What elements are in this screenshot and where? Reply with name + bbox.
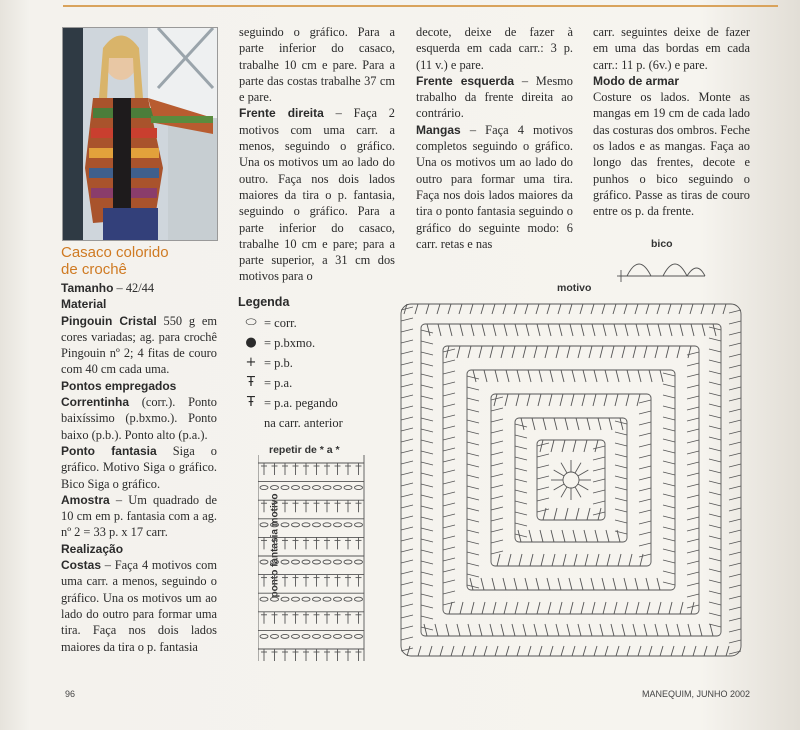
slip-stitch-symbol-icon: ●	[245, 335, 257, 350]
column-1	[61, 280, 217, 655]
fantasy-label: Ponto fantasia	[61, 443, 157, 458]
col1-para	[61, 378, 217, 394]
col4-text-1: carr. seguintes deixe de fazer em uma das bordas em cada carr.: 11 p. (6v.) e pare.	[593, 25, 750, 72]
col4-text-2: Costure os lados. Monte as mangas em 19 cm de cada lado das costuras dos ombros. Feche os lados e as mangas. Faça ao longo das frentes, decote e punhos o bico seguindo o gráfico. Passe as tiras de couro entre os p. da frente.	[593, 90, 750, 219]
double-crochet-symbol-icon: Ŧ	[247, 375, 255, 390]
legend-item-double-back	[238, 393, 343, 413]
col2-para	[239, 24, 395, 105]
col3-text-1: decote, deixe de fazer à esquerda em cada carr.: 3 p. (11 v.) e pare.	[416, 25, 573, 72]
magazine-footer: MANEQUIM, JUNHO 2002	[642, 689, 751, 699]
title-line-2: de crochê	[61, 261, 127, 278]
bico-chart	[617, 250, 707, 284]
legend-label: = p.bxmo.	[264, 336, 316, 350]
assembly-heading: Modo de armar	[593, 73, 680, 88]
back-label: Costas	[61, 558, 102, 573]
size-text: – 42/44	[113, 281, 155, 295]
col3-text-3: – Faça 4 motivos completos seguindo o gráfico. Una os motivos um ao lado do outro para formar uma tira. Faça nos dois lados maiores da tira o ponto fantasia seguindo o gráfico do seguinte modo: 6 carr. retas e nas	[416, 122, 573, 251]
col1-para	[61, 492, 217, 541]
double-crochet-back-symbol-icon: Ŧ	[247, 395, 255, 410]
motif-label: motivo	[557, 282, 592, 294]
col2-text-1: seguindo o gráfico. Para a parte inferior do casaco, trabalhe 10 cm e pare. Para a parte das costas trabalhe 37 cm e pare.	[239, 25, 395, 105]
fantasy-text: Siga o gráfico. Motivo Siga o gráfico. Bico Siga o gráfico.	[61, 443, 217, 491]
sample-text: – Um quadrado de 10 cm em p. fantasia com a ag. nº 2 = 33 p. x 17 carr.	[61, 492, 217, 540]
legend-item-slip	[238, 333, 343, 353]
col1-para	[61, 280, 217, 296]
yarn-label: Pingouin Cristal	[61, 313, 157, 328]
left-front-label: Frente esquerda	[416, 73, 515, 88]
yarn-text: 550 g em cores variadas; ag. para crochê Pingouin nº 2; 4 fitas de couro com 40 cm cada uma.	[61, 313, 217, 377]
realization-heading: Realização	[61, 541, 124, 556]
col1-para	[61, 443, 217, 492]
legend-item-double	[238, 373, 343, 393]
col1-para	[61, 394, 217, 443]
model-photo	[62, 27, 218, 241]
col2-para	[239, 105, 395, 284]
title-line-1: Casaco colorido	[61, 244, 169, 261]
legend-item-continued	[238, 413, 343, 433]
legend-item-single	[238, 353, 343, 373]
stitches-text: (corr.). Ponto baixíssimo (p.bxmo.). Ponto baixo (p.b.). Ponto alto (p.a.).	[61, 395, 217, 442]
legend	[238, 292, 343, 433]
legend-title: Legenda	[238, 295, 290, 309]
back-text: – Faça 4 motivos com uma carr. a menos, seguindo o gráfico. Una os motivos um ao lado do outro para formar uma tira. Faça nos dois lados maiores da tira o p. fantasia	[61, 558, 217, 654]
sleeves-label: Mangas	[416, 122, 461, 137]
column-3	[416, 24, 573, 252]
stitches-heading: Pontos empregados	[61, 378, 177, 393]
col1-para	[61, 313, 217, 378]
single-crochet-symbol-icon: +	[245, 355, 257, 370]
page-number: 96	[65, 689, 76, 699]
fantasy-chart-label: ponto fantasia motivo	[269, 493, 281, 598]
top-rule	[63, 5, 778, 7]
fantasy-stitch-chart	[258, 455, 368, 667]
material-heading: Material	[61, 297, 107, 312]
legend-label: = p.a.	[264, 376, 293, 390]
legend-label: = corr.	[264, 316, 297, 330]
chain-label: Correntinha	[61, 395, 130, 410]
chain-symbol-icon: ⬭	[245, 315, 257, 330]
legend-item-chain	[238, 313, 343, 333]
motif-chart	[392, 298, 750, 662]
col2-text-2: – Faça 2 motivos com uma carr. a menos, seguindo o gráfico. Una os motivos um ao lado do outro. Faça nos dois lados maiores da tira o p. fantasia, seguindo o gráfico. Para a parte inferior do casaco, trabalhe 10 cm e pare; para a parte superior, a 31 cm dos motivos para o	[239, 106, 395, 284]
col1-para	[61, 541, 217, 557]
repeat-label: repetir de * a *	[269, 444, 340, 456]
column-2	[239, 24, 395, 285]
right-front-label: Frente direita	[239, 106, 324, 121]
sample-label: Amostra	[61, 492, 110, 507]
legend-label: = p.a. pegando	[264, 396, 338, 410]
col1-para	[61, 557, 217, 655]
col3-para	[416, 24, 573, 73]
col4-para	[593, 73, 750, 89]
col3-para	[416, 122, 573, 252]
col4-para	[593, 89, 750, 219]
col1-para	[61, 296, 217, 312]
legend-label: na carr. anterior	[264, 416, 343, 430]
article-title	[61, 244, 169, 278]
size-label: Tamanho	[61, 281, 114, 295]
bico-label: bico	[651, 238, 673, 250]
col3-text-2: – Mesmo trabalho da frente direita ao contrário.	[416, 73, 573, 121]
legend-label: = p.b.	[264, 356, 293, 370]
col3-para	[416, 73, 573, 122]
column-4	[593, 24, 750, 220]
col4-para	[593, 24, 750, 73]
